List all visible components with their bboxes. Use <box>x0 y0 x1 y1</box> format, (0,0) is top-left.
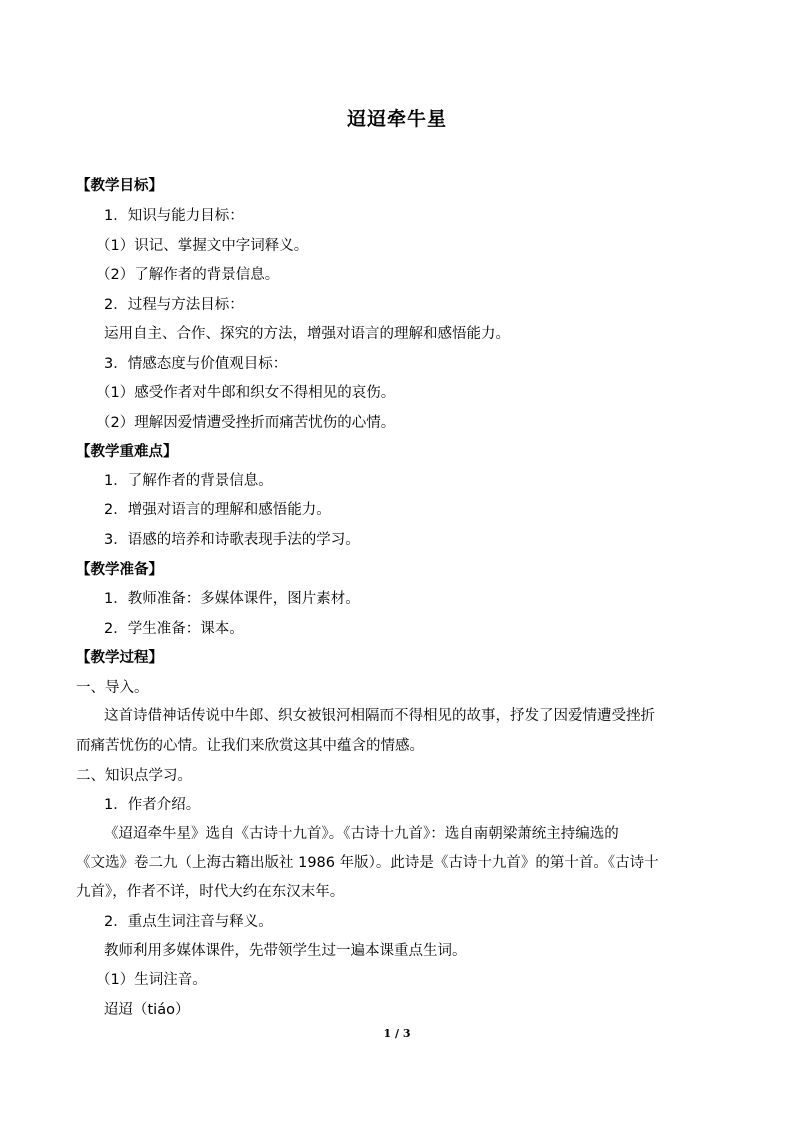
goal-subitem-3-2: （2）理解因爱情遭受挫折而痛苦忧伤的心情。 <box>96 415 396 431</box>
goal-subitem-1-2: （2）了解作者的背景信息。 <box>96 267 280 283</box>
author-intro-line-1: 《迢迢牵牛星》选自《古诗十九首》。《古诗十九首》：选自南朝梁萧统主持编选的 <box>104 826 619 842</box>
vocabulary-pronunciation-heading: （1）生词注音。 <box>96 972 207 988</box>
section-heading-process: 【教学过程】 <box>76 650 163 666</box>
vocabulary-intro: 教师利用多媒体课件，先带领学生过一遍本课重点生词。 <box>104 943 467 959</box>
preparation-item-1: 1．教师准备：多媒体课件，图片素材。 <box>104 591 360 607</box>
intro-paragraph-line-2: 而痛苦忧伤的心情。让我们来欣赏这其中蕴含的情感。 <box>76 738 424 754</box>
key-point-2: 2．增强对语言的理解和感悟能力。 <box>104 502 331 518</box>
author-intro-line-2: 《文选》卷二九（上海古籍出版社 1986 年版）。此诗是《古诗十九首》的第十首。《古诗十 <box>76 855 659 871</box>
author-intro-heading: 1．作者介绍。 <box>104 797 201 813</box>
goal-item-1: 1．知识与能力目标： <box>104 208 244 224</box>
section-heading-teaching-goals: 【教学目标】 <box>76 178 163 194</box>
process-part-2-heading: 二、知识点学习。 <box>76 768 192 784</box>
preparation-item-2: 2．学生准备：课本。 <box>104 621 244 637</box>
goal-item-2-text: 运用自主、合作、探究的方法，增强对语言的理解和感悟能力。 <box>104 326 510 342</box>
section-heading-key-points: 【教学重难点】 <box>76 444 178 460</box>
goal-subitem-1-1: （1）识记、掌握文中字词释义。 <box>96 238 309 254</box>
page-number: 1 / 3 <box>383 1027 411 1040</box>
document-title: 迢迢牵牛星 <box>346 108 447 130</box>
intro-paragraph-line-1: 这首诗借神话传说中牛郎、织女被银河相隔而不得相见的故事，抒发了因爱情遭受挫折 <box>104 708 655 724</box>
goal-subitem-3-1: （1）感受作者对牛郎和织女不得相见的哀伤。 <box>96 385 396 401</box>
goal-item-2: 2．过程与方法目标： <box>104 297 244 313</box>
process-part-1-heading: 一、导入。 <box>76 680 149 696</box>
vocabulary-heading: 2．重点生词注音与释义。 <box>104 914 273 930</box>
goal-item-3: 3．情感态度与价值观目标： <box>104 356 288 372</box>
author-intro-line-3: 九首》，作者不详，时代大约在东汉末年。 <box>76 884 345 900</box>
section-heading-preparation: 【教学准备】 <box>76 562 163 578</box>
key-point-1: 1．了解作者的背景信息。 <box>104 473 273 489</box>
key-point-3: 3．语感的培养和诗歌表现手法的学习。 <box>104 532 360 548</box>
vocabulary-word-1: 迢迢（tiáo） <box>104 1002 190 1018</box>
